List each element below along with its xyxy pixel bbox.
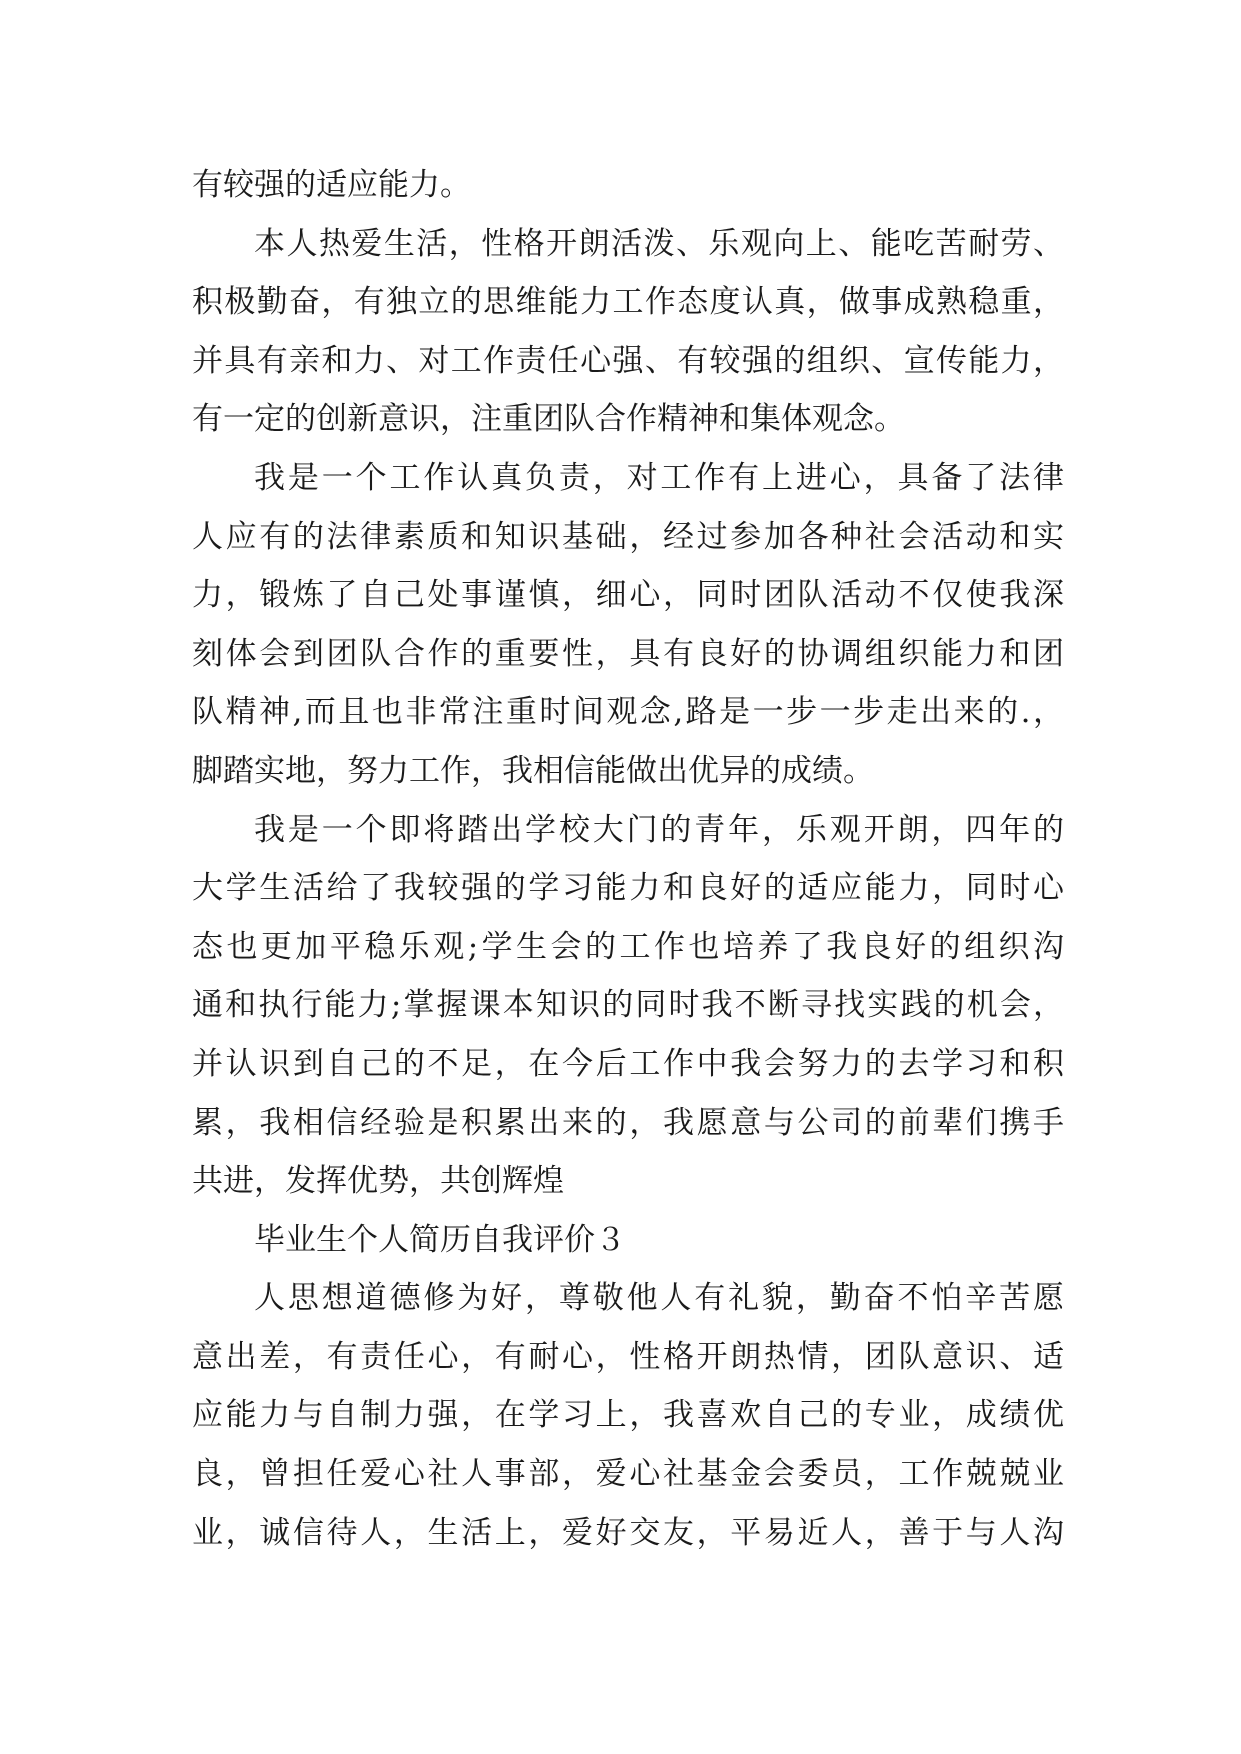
text-line: 良，曾担任爱心社人事部，爱心社基金会委员，工作兢兢业 (192, 1456, 1064, 1493)
text-line: 并具有亲和力、对工作责任心强、有较强的组织、宣传能力， (192, 342, 1064, 379)
text-line: 力，锻炼了自己处事谨慎，细心，同时团队活动不仅使我深 (192, 577, 1064, 614)
text-line: 刻体会到团队合作的重要性，具有良好的协调组织能力和团 (192, 635, 1064, 672)
text-line: 通和执行能力;掌握课本知识的同时我不断寻找实践的机会， (192, 987, 1064, 1024)
text-line: 我是一个即将踏出学校大门的青年，乐观开朗，四年的 (254, 811, 1064, 848)
text-line: 并认识到自己的不足，在今后工作中我会努力的去学习和积 (192, 1045, 1064, 1082)
text-line: 积极勤奋，有独立的思维能力工作态度认真，做事成熟稳重， (192, 284, 1064, 321)
text-line: 应能力与自制力强，在学习上，我喜欢自己的专业，成绩优 (192, 1397, 1064, 1434)
text-line: 脚踏实地，努力工作，我相信能做出优异的成绩。 (192, 752, 874, 789)
text-line: 意出差，有责任心，有耐心，性格开朗热情，团队意识、适 (192, 1338, 1064, 1375)
text-line: 累，我相信经验是积累出来的，我愿意与公司的前辈们携手 (192, 1104, 1064, 1141)
text-line: 态也更加平稳乐观;学生会的工作也培养了我良好的组织沟 (192, 928, 1064, 965)
text-line: 我是一个工作认真负责，对工作有上进心，具备了法律 (254, 459, 1064, 496)
text-line: 人思想道德修为好，尊敬他人有礼貌，勤奋不怕辛苦愿 (254, 1280, 1064, 1317)
text-line: 共进，发挥优势，共创辉煌 (192, 1163, 564, 1200)
text-line: 大学生活给了我较强的学习能力和良好的适应能力，同时心 (192, 870, 1064, 907)
text-line: 队精神,而且也非常注重时间观念,路是一步一步走出来的.， (192, 694, 1064, 731)
text-line: 有较强的适应能力。 (192, 167, 471, 203)
document-body (192, 156, 1064, 1562)
text-line: 本人热爱生活，性格开朗活泼、乐观向上、能吃苦耐劳、 (254, 225, 1064, 262)
text-line: 业，诚信待人，生活上，爱好交友，平易近人，善于与人沟 (192, 1514, 1064, 1551)
text-line: 有一定的创新意识，注重团队合作精神和集体观念。 (192, 401, 905, 438)
text-line: 毕业生个人简历自我评价３ (254, 1221, 626, 1258)
text-line: 人应有的法律素质和知识基础，经过参加各种社会活动和实 (192, 518, 1064, 555)
